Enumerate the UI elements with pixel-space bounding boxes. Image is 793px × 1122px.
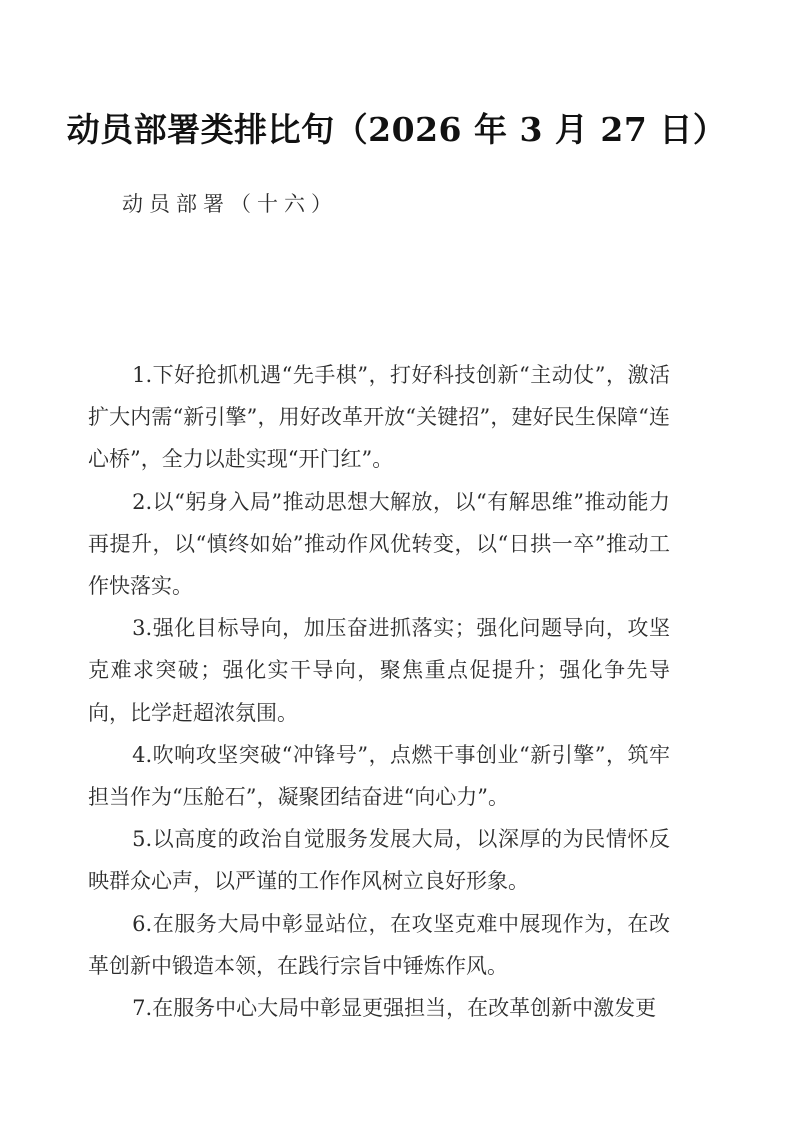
paragraph: 7.在服务中心大局中彰显更强担当，在改革创新中激发更	[132, 996, 657, 1021]
paragraph: 3.强化目标导向，加压奋进抓落实；强化问题导向，攻坚克难求突破；强化实干导向，聚焦重点促提升；强化争先导向，比学赶超浓氛围。	[88, 616, 670, 725]
document-title: 动员部署类排比句（2026 年 3 月 27 日）	[66, 110, 727, 149]
paragraph: 5.以高度的政治自觉服务发展大局，以深厚的为民情怀反映群众心声，以严谨的工作作风树立良好形象。	[88, 827, 670, 894]
paragraph: 2.以“躬身入局”推动思想大解放，以“有解思维”推动能力再提升，以“慎终如始”推动作风优转变，以“日拱一卒”推动工作快落实。	[88, 489, 670, 599]
document-subtitle: 动员部署（十六）	[122, 192, 338, 216]
paragraph: 6.在服务大局中彰显站位，在攻坚克难中展现作为，在改革创新中锻造本领，在践行宗旨中锤炼作风。	[88, 911, 670, 978]
paragraph: 1.下好抢抓机遇“先手棋”，打好科技创新“主动仗”，激活扩大内需“新引擎”，用好改革开放“关键招”，建好民生保障“连心桥”，全力以赴实现“开门红”。	[88, 363, 670, 472]
document-body	[88, 354, 670, 1029]
paragraph: 4.吹响攻坚突破“冲锋号”，点燃干事创业“新引擎”，筑牢担当作为“压舱石”，凝聚团结奋进“向心力”。	[88, 742, 670, 810]
